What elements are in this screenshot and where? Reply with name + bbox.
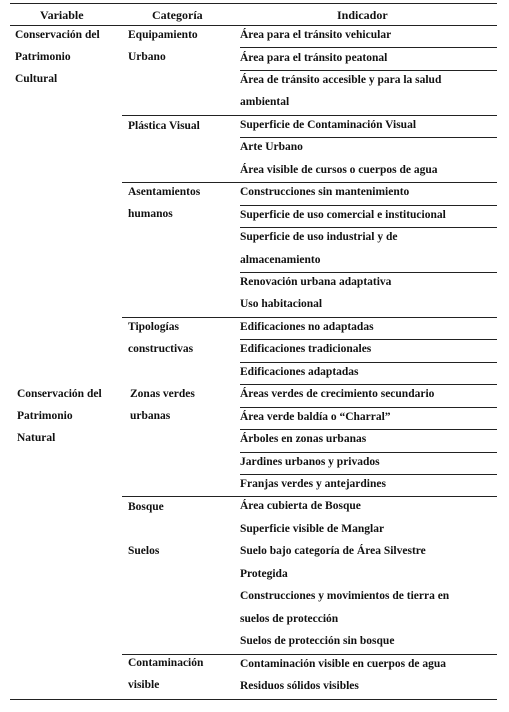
indicator-item: Residuos sólidos visibles — [240, 680, 359, 692]
category-line: Tipologías — [128, 321, 179, 333]
header-variable: Variable — [40, 8, 84, 22]
indicator-item: Árboles en zonas urbanas — [240, 433, 367, 446]
indicator-item: Renovación urbana adaptativa — [240, 275, 392, 288]
category-line: urbanas — [130, 410, 171, 422]
variable-line: Conservación del — [17, 388, 102, 400]
category-equipamiento — [128, 27, 198, 65]
indicator-item: Uso habitacional — [240, 298, 323, 311]
indicator-item: Edificaciones tradicionales — [240, 343, 372, 356]
header-categoria: Categoría — [152, 8, 203, 22]
variable-natural — [17, 386, 102, 446]
indicator-item: ambiental — [240, 96, 290, 109]
indicator-item: Área de tránsito accesible y para la salud — [240, 73, 442, 86]
category-bosque — [128, 499, 164, 515]
table-rule — [240, 227, 497, 228]
indicator-item: suelos de protección — [240, 612, 339, 625]
table-rule — [240, 70, 497, 71]
indicator-item: Suelo bajo categoría de Área Silvestre — [240, 545, 426, 558]
indicator-item: Área cubierta de Bosque — [240, 500, 361, 513]
table-rule — [240, 474, 497, 475]
indicator-item: Edificaciones no adaptadas — [240, 320, 374, 333]
indicator-item: Jardines urbanos y privados — [240, 455, 380, 468]
indicator-item: Superficie visible de Manglar — [240, 522, 385, 535]
table-rule — [240, 47, 497, 48]
variable-line: Patrimonio — [17, 410, 73, 422]
indicator-item: Suelos de protección sin bosque — [240, 635, 395, 648]
category-line: humanos — [128, 208, 173, 220]
header-indicador: Indicador — [337, 8, 388, 22]
table-rule — [10, 699, 497, 700]
indicator-item: Superficie de uso industrial y de — [240, 231, 398, 243]
indicator-item: Construcciones sin mantenimiento — [240, 186, 410, 199]
indicator-item: Edificaciones adaptadas — [240, 365, 359, 378]
variable-line: Patrimonio — [15, 51, 71, 63]
category-line: Urbano — [128, 51, 166, 63]
table-rule — [240, 384, 497, 385]
indicator-item: Superficie de Contaminación Visual — [240, 118, 417, 131]
category-line: Asentamientos — [128, 186, 201, 198]
indicator-item: Superficie de uso comercial e institucional — [240, 208, 446, 221]
category-zonas-verdes — [130, 386, 195, 424]
indicator-item: Franjas verdes y antejardines — [240, 478, 386, 490]
category-suelos — [128, 543, 159, 559]
variable-cultural — [15, 27, 100, 87]
table-rule — [122, 496, 497, 497]
category-asentamientos — [128, 184, 200, 222]
indicator-item: Área para el tránsito peatonal — [240, 51, 388, 64]
category-line: Contaminación — [128, 657, 204, 669]
category-line: Plástica Visual — [128, 120, 200, 132]
indicator-item: Arte Urbano — [240, 141, 303, 154]
table-rule — [10, 25, 497, 26]
indicator-item: Área para el tránsito vehicular — [240, 29, 392, 41]
table-rule — [240, 272, 497, 273]
category-line: Bosque — [128, 501, 164, 513]
category-line: Suelos — [128, 545, 160, 557]
category-contaminacion — [128, 655, 203, 693]
indicator-item: Contaminación visible en cuerpos de agua — [240, 657, 447, 670]
indicator-item: almacenamiento — [240, 253, 321, 266]
category-line: constructivas — [128, 343, 194, 355]
variable-line: Conservación del — [15, 29, 100, 41]
table-rule — [240, 137, 497, 138]
indicator-item: Protegida — [240, 567, 288, 580]
table-rule — [240, 429, 497, 430]
variable-line: Cultural — [15, 73, 58, 85]
category-tipologias — [128, 319, 193, 357]
indicator-item: Construcciones y movimientos de tierra en — [240, 590, 450, 603]
table-rule — [240, 339, 497, 340]
table-rule — [122, 182, 497, 183]
variable-line: Natural — [17, 432, 56, 444]
indicator-item: Áreas verdes de crecimiento secundario — [240, 388, 435, 401]
category-plastica — [128, 118, 200, 134]
category-line: Zonas verdes — [130, 388, 195, 400]
category-line: visible — [128, 679, 160, 691]
category-line: Equipamiento — [128, 29, 198, 41]
table-rule — [10, 3, 497, 4]
indicator-item: Área visible de cursos o cuerpos de agua — [240, 163, 438, 176]
indicator-item: Área verde baldía o “Charral” — [240, 410, 391, 423]
